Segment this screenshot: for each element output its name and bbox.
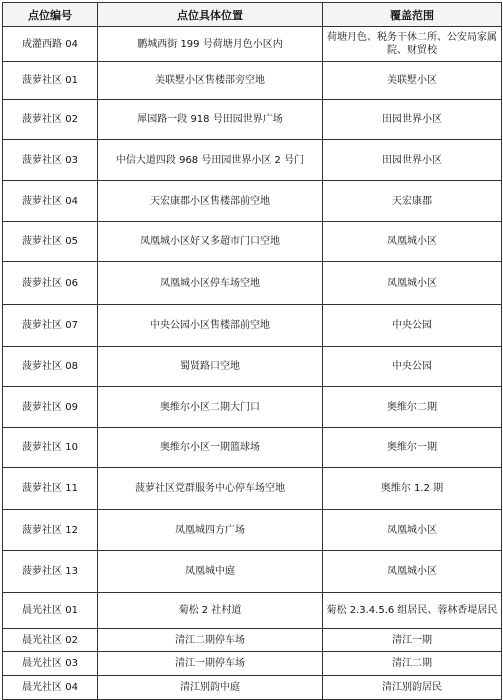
point-id-cell: 晨光社区 03 <box>3 652 98 676</box>
point-id-cell: 晨光社区 04 <box>3 676 98 700</box>
coverage-cell: 凤凰城小区 <box>323 510 502 551</box>
point-id-cell: 菠萝社区 12 <box>3 510 98 551</box>
coverage-cell: 清江别韵居民 <box>323 676 502 700</box>
coverage-cell: 清江二期 <box>323 652 502 676</box>
location-cell: 奥维尔小区二期大门口 <box>98 387 323 428</box>
point-id-cell: 菠萝社区 05 <box>3 222 98 262</box>
point-id-cell: 菠萝社区 10 <box>3 428 98 468</box>
coverage-cell: 奥维尔二期 <box>323 387 502 428</box>
location-cell: 中信大道四段 968 号田园世界小区 2 号门 <box>98 140 323 181</box>
location-cell: 美联墅小区售楼部旁空地 <box>98 62 323 100</box>
table-row <box>3 62 502 100</box>
table-row <box>3 652 502 676</box>
coverage-cell: 奥维尔 1.2 期 <box>323 468 502 510</box>
location-cell: 中央公园小区售楼部前空地 <box>98 305 323 347</box>
table-row <box>3 140 502 181</box>
point-id-cell: 菠萝社区 06 <box>3 262 98 305</box>
header-point-id: 点位编号 <box>3 3 98 27</box>
coverage-cell: 天宏康郡 <box>323 181 502 222</box>
header-row <box>3 3 502 27</box>
point-id-cell: 菠萝社区 11 <box>3 468 98 510</box>
table-row <box>3 468 502 510</box>
table-row <box>3 510 502 551</box>
location-cell: 清江一期停车场 <box>98 652 323 676</box>
location-cell: 清江二期停车场 <box>98 629 323 652</box>
location-cell: 菊松 2 社村道 <box>98 593 323 629</box>
location-cell: 鹏城西街 199 号荷塘月色小区内 <box>98 27 323 62</box>
table-row <box>3 387 502 428</box>
location-cell: 凤凰城四方广场 <box>98 510 323 551</box>
coverage-cell: 清江一期 <box>323 629 502 652</box>
coverage-cell: 田园世界小区 <box>323 140 502 181</box>
coverage-cell: 美联墅小区 <box>323 62 502 100</box>
table-row <box>3 222 502 262</box>
point-id-cell: 成灌西路 04 <box>3 27 98 62</box>
table-row <box>3 100 502 140</box>
table-row <box>3 27 502 62</box>
location-cell: 菠萝社区党群服务中心停车场空地 <box>98 468 323 510</box>
coverage-cell: 中央公园 <box>323 305 502 347</box>
table-row <box>3 629 502 652</box>
table-row <box>3 551 502 593</box>
location-table <box>2 2 502 700</box>
point-id-cell: 菠萝社区 09 <box>3 387 98 428</box>
coverage-cell: 凤凰城小区 <box>323 551 502 593</box>
point-id-cell: 菠萝社区 01 <box>3 62 98 100</box>
location-cell: 奥维尔小区一期篮球场 <box>98 428 323 468</box>
location-cell: 清江别韵中庭 <box>98 676 323 700</box>
table-row <box>3 262 502 305</box>
table-row <box>3 428 502 468</box>
point-id-cell: 菠萝社区 03 <box>3 140 98 181</box>
header-coverage: 覆盖范围 <box>323 3 502 27</box>
coverage-cell: 凤凰城小区 <box>323 262 502 305</box>
coverage-cell: 菊松 2.3.4.5.6 组居民、蓉林香堤居民 <box>323 593 502 629</box>
table-row <box>3 181 502 222</box>
table-row <box>3 305 502 347</box>
coverage-cell: 荷塘月色、税务干休二所、公安局家属院、财贸校 <box>323 27 502 62</box>
header-location: 点位具体位置 <box>98 3 323 27</box>
location-cell: 蜀贤路口空地 <box>98 347 323 387</box>
location-cell: 凤凰城小区停车场空地 <box>98 262 323 305</box>
point-id-cell: 晨光社区 01 <box>3 593 98 629</box>
coverage-cell: 中央公园 <box>323 347 502 387</box>
coverage-cell: 田园世界小区 <box>323 100 502 140</box>
point-id-cell: 菠萝社区 04 <box>3 181 98 222</box>
location-cell: 天宏康郡小区售楼部前空地 <box>98 181 323 222</box>
point-id-cell: 菠萝社区 08 <box>3 347 98 387</box>
coverage-cell: 奥维尔一期 <box>323 428 502 468</box>
coverage-cell: 凤凰城小区 <box>323 222 502 262</box>
location-cell: 凤凰城小区好又多超市门口空地 <box>98 222 323 262</box>
point-id-cell: 菠萝社区 02 <box>3 100 98 140</box>
table-row <box>3 593 502 629</box>
point-id-cell: 菠萝社区 07 <box>3 305 98 347</box>
point-id-cell: 晨光社区 02 <box>3 629 98 652</box>
table-row <box>3 347 502 387</box>
point-id-cell: 菠萝社区 13 <box>3 551 98 593</box>
location-cell: 凤凰城中庭 <box>98 551 323 593</box>
location-cell: 犀园路一段 918 号田园世界广场 <box>98 100 323 140</box>
